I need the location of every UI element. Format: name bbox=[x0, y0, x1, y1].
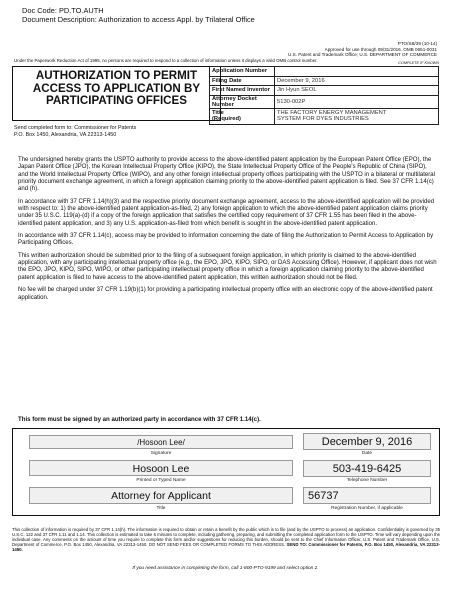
attorney-docket-label: Attorney Docket Number bbox=[210, 95, 275, 108]
table-row bbox=[210, 67, 439, 77]
body-paragraph-1: The undersigned hereby grants the USPTO authority to provide access to the above-identified patent application by the European Patent Office (EPO), the Japan Patent Office (JPO), the Korean Intellectual Property Office (KIPO), the State Intellectual Property Office of the People's Republic of China (SIPO), and the World Intellectual Property Office (WIPO), and any other foreign intellectual property offices participating with the USPTO in a bilateral or multilateral priority document exchange agreement, in which a foreign application claiming priority to the above-identified patent application is filed. See 37 CFR 1.14(c) and (h). bbox=[18, 157, 435, 193]
invention-title-line-1: THE FACTORY ENERGY MANAGEMENT bbox=[277, 110, 387, 116]
title-caption: Title bbox=[156, 506, 166, 511]
paperwork-reduction-notice: Under the Paperwork Reduction Act of 1995, no persons are required to respond to a collection of information unless it displays a valid OMB control number. bbox=[14, 58, 318, 63]
table-row bbox=[210, 86, 439, 96]
signature-caption: Signature bbox=[150, 451, 172, 456]
filing-date-label: Filing Date bbox=[210, 76, 275, 86]
burden-statement bbox=[12, 527, 440, 552]
title-label-line-2: (Required) bbox=[212, 116, 241, 122]
help-line: If you need assistance in completing the form, call 1-800-PTO-9199 and select option 2. bbox=[132, 566, 319, 571]
telephone-field[interactable]: 503-419-6425 bbox=[303, 460, 431, 477]
application-info-table bbox=[209, 66, 439, 125]
table-row bbox=[210, 76, 439, 86]
registration-number-caption: Registration Number, if applicable bbox=[331, 506, 403, 511]
telephone-caption: Telephone Number bbox=[346, 478, 388, 483]
attorney-docket-field[interactable]: 5130-002P bbox=[275, 95, 439, 108]
invention-title-line-2: SYSTEM FOR DYES INDUSTRIES bbox=[277, 116, 369, 122]
filing-date-field[interactable]: December 9, 2016 bbox=[275, 76, 439, 86]
first-inventor-label: First Named Inventor bbox=[210, 86, 275, 96]
agency-name: U.S. Patent and Trademark Office; U.S. DEPARTMENT OF COMMERCE bbox=[288, 52, 437, 58]
burden-statement-text: This collection of information is required by 37 CFR 1.14(h). The information is required to obtain or retain a benefit by the public which is to file (and by the USPTO to process) an application. Confidentiality is governed by 35 U.S.C. 122 and 37 CFR 1.11 and 1.14. This collection is estimated to take 6 minutes to complete, including gathering, preparing, and submitting the completed application form to the USPTO. Time will vary depending upon the individual case. Any comments on the amount of time you require to complete this form and/or suggestions for reducing this burden, should be sent to the Chief Information Officer, U.S. Patent and Trademark Office, U.S. Department of Commerce, P.O. Box 1450, Alexandria, VA 22313-1450. DO NOT SEND FEES OR COMPLETED FORMS TO THIS ADDRESS. bbox=[12, 527, 440, 548]
date-field[interactable]: December 9, 2016 bbox=[303, 433, 431, 450]
table-row bbox=[210, 108, 439, 124]
body-paragraph-5: No fee will be charged under 37 CFR 1.19(b)(1) for providing a participating intellectual property office with an electronic copy of the above-identified patent application. bbox=[18, 287, 433, 301]
authorization-body bbox=[18, 157, 438, 307]
form-title-line-3: PARTICIPATING OFFICES bbox=[45, 94, 188, 107]
doc-code-block bbox=[22, 6, 255, 24]
complete-if-known-label: COMPLETE IF KNOWN bbox=[398, 61, 439, 65]
title-label-line-1: Title bbox=[212, 110, 224, 116]
application-number-label: Application Number bbox=[210, 67, 275, 77]
date-caption: Date bbox=[361, 451, 373, 456]
invention-title-field[interactable] bbox=[275, 108, 439, 124]
signature-field[interactable]: /Hosoon Lee/ bbox=[29, 435, 293, 449]
send-to-address bbox=[14, 125, 136, 138]
form-title-line-2: ACCESS TO APPLICATION BY bbox=[32, 81, 201, 95]
printed-name-caption: Printed or Typed Name bbox=[136, 478, 186, 483]
body-paragraph-3: In accordance with 37 CFR 1.14(c), access may be provided to information concerning the date of filing the Authorization to Permit Access to Application by Participating Offices. bbox=[18, 233, 434, 247]
table-row bbox=[210, 95, 439, 108]
burden-send-to: SEND TO: Commissioner for Patents, P.O. Box 1450, Alexandria, VA 22313-1450. bbox=[12, 542, 441, 553]
title-field[interactable]: Attorney for Applicant bbox=[29, 487, 293, 504]
registration-number-field[interactable]: 56737 bbox=[303, 487, 431, 504]
first-inventor-field[interactable]: Jin Hyun SEOL bbox=[275, 86, 439, 96]
form-number: PTO/SB/39 (10-14) bbox=[397, 41, 437, 46]
form-identifier bbox=[288, 41, 437, 58]
form-title-line-1: AUTHORIZATION TO PERMIT bbox=[35, 69, 198, 82]
signature-block bbox=[12, 428, 440, 516]
send-to-line-1: Send completed form to: Commissioner for Patents bbox=[14, 125, 137, 131]
printed-name-field[interactable]: Hosoon Lee bbox=[29, 460, 293, 476]
body-paragraph-2: In accordance with 37 CFR 1.14(h)(3) and the respective priority document exchange agreement, access to the above-identified application will be provided with respect to: 1) the above-identified patent application-as-filed, 2) any foreign application to which the above-identified patent application claims priority under 35 U.S.C. 119(a)-(d) if a copy of the foreign application that satisfies the certified copy requirement of 37 CFR 1.55 has been filed in the above-identified patent application, and 3) any U.S. application-as-filed from which benefit is sought in the above-identified patent application. bbox=[18, 198, 435, 227]
send-to-line-2: P.O. Box 1450, Alexandria, VA 22313-1450 bbox=[14, 131, 117, 138]
signature-requirement-note: This form must be signed by an authorized party in accordance with 37 CFR 1.14(c). bbox=[18, 416, 261, 423]
application-number-field[interactable] bbox=[275, 67, 439, 77]
form-title-box bbox=[12, 66, 221, 121]
omb-approval: Approved for use through 09/31/2016. OMB 0651-0031 bbox=[324, 46, 437, 52]
body-paragraph-4: This written authorization should be submitted prior to the filing of a subsequent foreign application, in which priority is claimed to the above-identified application, with any participating intellectual property office (e.g., the EPO, JPO, KIPO, SIPO, or DAS Accessing Office). However, if applicant does not wish the EPO, JPO, KIPO, SIPO, WIPO, or other participating intellectual property office in which a foreign application claiming priority to the above-identified patent application is filed to have access to the above-identified patent application, this written authorization should not be filed. bbox=[18, 252, 437, 281]
doc-code: Doc Code: PD.TO.AUTH bbox=[22, 6, 104, 15]
doc-description: Document Description: Authorization to access Appl. by Trilateral Office bbox=[22, 15, 255, 24]
title-label bbox=[210, 108, 275, 124]
